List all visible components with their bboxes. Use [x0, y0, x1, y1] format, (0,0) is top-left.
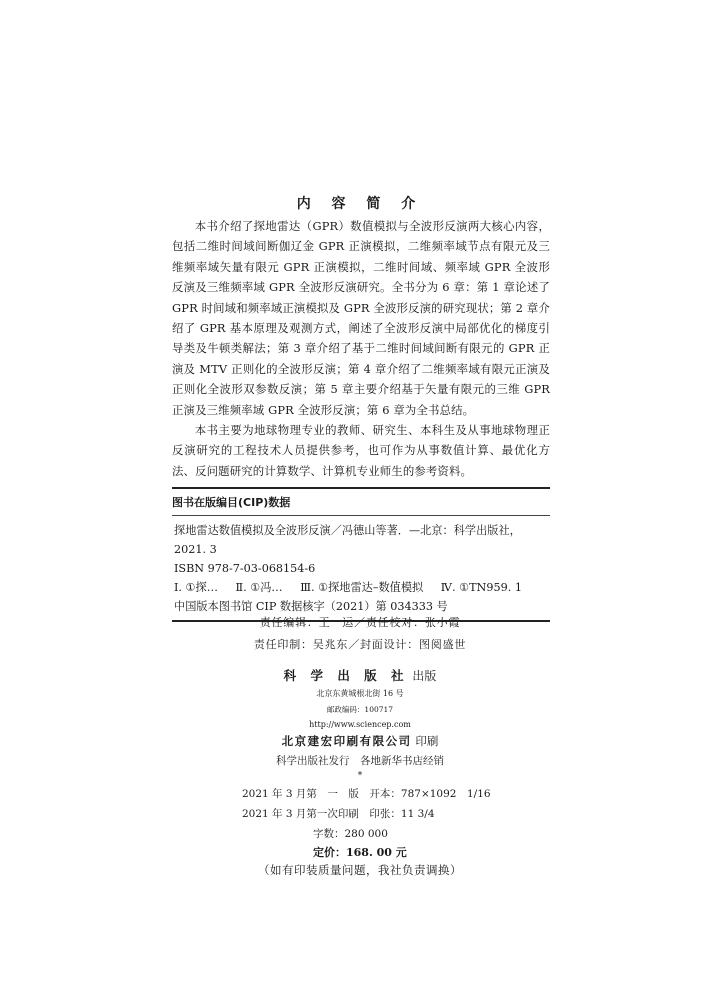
- price: 定价：168. 00 元: [313, 846, 407, 859]
- summary-paragraph: 本书介绍了探地雷达（GPR）数值模拟与全波形反演两大核心内容，包括二维时间域间断伽辽金 GPR 正演模拟，二维频率域节点有限元及三维频率域矢量有限元 GPR 正演模拟，二维时间域、频率域 GPR 全波形反演及三维频率域 GPR 全波形反演研究。全书分为 6 章：第 1 章论述了 GPR 时间域和频率域正演模拟及 GPR 全波形反演的研究现状；第 2 章介绍了 GPR 基本原理及观测方式，阐述了全波形反演中局部优化的梯度引导类及牛顿类解法；第 3 章介绍了基于二维时间域间断有限元的 GPR 正演及 MTV 正则化的全波形反演；第 4 章介绍了二维频率域有限元正演及正则化全波形双参数反演；第 5 章主要介绍基于矢量有限元的三维 GPR 正演及三维频率域 GPR 全波形反演；第 6 章为全书总结。: [172, 219, 550, 417]
- cip-subjects: [172, 578, 550, 597]
- edition-line: 2021 年 3 月第 一 版 开本：787×1092 1/16: [242, 788, 491, 800]
- cip-heading: 图书在版编目(CIP)数据: [172, 495, 291, 509]
- credits-production: 责任印制：吴兆东／封面设计：图阅盛世: [253, 638, 467, 651]
- cip-date-line: 2021. 3: [174, 543, 217, 557]
- credits-editors: 责任编辑：王 运／责任校对：张小霞: [259, 616, 461, 629]
- cip-subject: Ⅰ. ①探…: [174, 581, 218, 595]
- summary-body: [172, 216, 550, 481]
- cip-subject: Ⅲ. ①探地雷达–数值模拟: [300, 581, 424, 595]
- distribution-line: 科学出版社发行 各地新华书店经销: [276, 755, 444, 767]
- cip-isbn: ISBN 978-7-03-068154-6: [174, 562, 316, 576]
- separator-star: *: [357, 771, 363, 781]
- printer-name: 北京建宏印刷有限公司: [281, 734, 412, 748]
- publisher-url: http://www.sciencep.com: [309, 720, 411, 729]
- cip-title-line: 探地雷达数值模拟及全波形反演／冯德山等著．—北京：科学出版社，: [174, 524, 521, 538]
- summary-paragraph: 本书主要为地球物理专业的教师、研究生、本科生及从事地球物理正反演研究的工程技术人员提供参考，也可作为从事数值计算、最优化方法、反问题研究的计算数学、计算机专业师生的参考资料。: [172, 423, 550, 478]
- quality-notice: （如有印装质量问题，我社负责调换）: [258, 863, 462, 877]
- cip-library-record: 中国版本图书馆 CIP 数据核字（2021）第 034333 号: [174, 600, 448, 614]
- cip-block: [172, 487, 550, 622]
- publisher-line: [0, 666, 720, 684]
- cip-divider: [172, 515, 550, 516]
- publisher-action: 出版: [412, 669, 437, 683]
- cip-subject: Ⅱ. ①冯…: [235, 581, 283, 595]
- publisher-postcode: 邮政编码：100717: [326, 705, 394, 714]
- cip-subject: Ⅳ. ①TN959. 1: [440, 581, 522, 595]
- cip-top-rule: [172, 487, 550, 489]
- printer-action: 印刷: [415, 734, 439, 748]
- publisher-address: 北京东黄城根北街 16 号: [316, 689, 404, 698]
- publisher-name: 科 学 出 版 社: [283, 668, 409, 683]
- word-count: 字数：280 000: [313, 828, 388, 840]
- printer-line: [0, 733, 720, 749]
- summary-title: 内 容 简 介: [296, 196, 424, 212]
- print-line: 2021 年 3 月第一次印刷 印张：11 3/4: [242, 808, 435, 820]
